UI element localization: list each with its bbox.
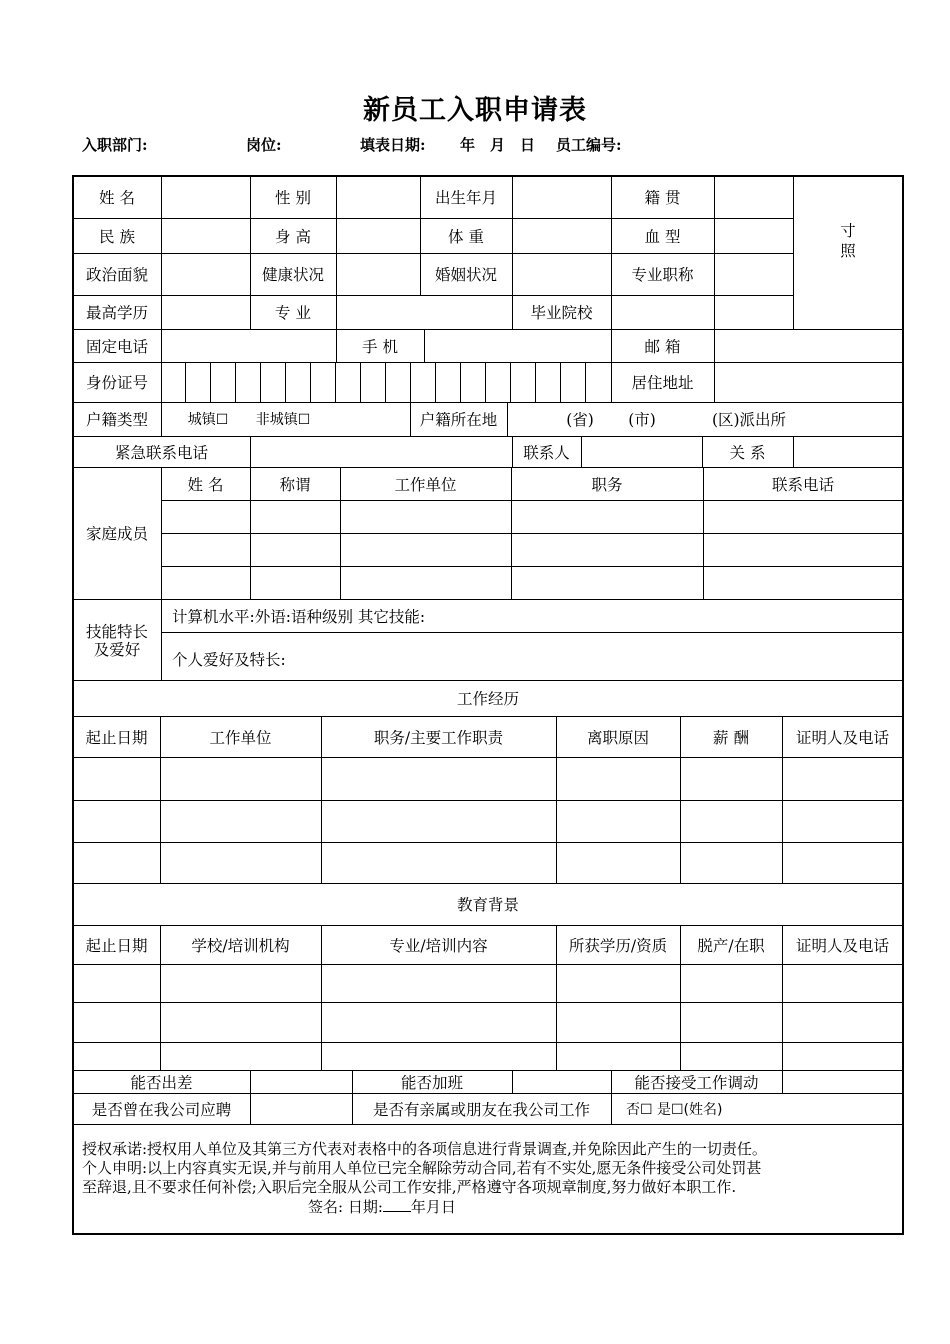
marital-label: 婚姻状况 [434, 266, 497, 284]
work-col-period: 起止日期 [85, 728, 148, 747]
month-label: 月 [490, 136, 506, 154]
hukou-location-label: 户籍所在地 [419, 411, 498, 429]
email-label: 邮 箱 [644, 337, 681, 356]
relation-label: 关 系 [729, 443, 766, 462]
work-col-duties: 职务/主要工作职责 [373, 728, 504, 747]
fill-date-label: 填表日期: [360, 136, 426, 154]
address-label: 居住地址 [631, 374, 694, 392]
signature-row [82, 1197, 897, 1217]
relatives-answer-checkboxes[interactable]: 否☐ 是☐(姓名) [626, 1101, 723, 1118]
declaration-line-1: 授权承诺:授权用人单位及其第三方代表对表格中的各项信息进行背景调查,并免除因此产生的一切责任。 [82, 1140, 767, 1158]
edu-col-study-mode: 脱产/在职 [697, 936, 765, 955]
edu-col-content: 专业/培训内容 [389, 936, 488, 955]
form-title: 新员工入职申请表 [363, 95, 587, 126]
contact-person-label: 联系人 [523, 443, 570, 462]
signature-date-blank[interactable] [383, 1197, 411, 1212]
work-col-reference: 证明人及电话 [795, 728, 889, 747]
edu-col-degree: 所获学历/资质 [568, 936, 668, 955]
family-col-employer: 工作单位 [394, 475, 457, 494]
weight-label: 体 重 [448, 227, 484, 246]
family-col-relation: 称谓 [279, 475, 311, 494]
family-label: 家庭成员 [85, 525, 148, 543]
skills-label-2: 及爱好 [93, 641, 141, 659]
day-label: 日 [520, 136, 536, 154]
city-label: (市) [628, 411, 656, 429]
edu-col-period: 起止日期 [85, 936, 148, 955]
edu-col-school: 学校/培训机构 [191, 936, 290, 955]
district-label: (区)派出所 [711, 411, 787, 429]
education-title: 教育背景 [456, 896, 519, 914]
province-label: (省) [566, 411, 594, 429]
urban-checkbox[interactable]: 城镇☐ [187, 412, 229, 428]
family-col-phone: 联系电话 [771, 475, 834, 494]
school-label: 毕业院校 [530, 304, 593, 322]
id-card-label: 身份证号 [85, 374, 148, 392]
declaration-line-3: 至辞退,且不要求任何补偿;入职后完全服从公司工作安排,严格遵守各项规章制度,努力做好本职工作. [82, 1178, 737, 1196]
transfer-label: 能否接受工作调动 [634, 1073, 759, 1092]
name-label: 姓 名 [99, 189, 135, 207]
declaration-line-2: 个人申明:以上内容真实无误,并与前用人单位已完全解除劳动合同,若有不实处,愿无条件接受公司处罚甚 [82, 1159, 762, 1177]
blood-type-label: 血 型 [644, 227, 681, 246]
ethnic-label: 民 族 [99, 227, 135, 246]
work-col-employer: 工作单位 [209, 728, 272, 747]
political-status-label: 政治面貌 [85, 266, 148, 284]
skills-label-1: 技能特长 [85, 623, 148, 641]
education-label: 最高学历 [85, 304, 148, 322]
signature-date-text: 年月日 [410, 1198, 456, 1216]
travel-label: 能否出差 [130, 1073, 193, 1092]
overtime-label: 能否加班 [400, 1073, 463, 1092]
skills-computer-language: 计算机水平:外语:语种级别 其它技能: [172, 607, 426, 626]
family-col-position: 职务 [591, 475, 623, 494]
phone-label: 固定电话 [85, 337, 148, 356]
health-label: 健康状况 [261, 266, 324, 284]
post-label: 岗位: [246, 136, 282, 154]
photo-label-1: 寸 [840, 222, 856, 240]
dept-label: 入职部门: [82, 136, 148, 154]
rural-checkbox[interactable]: 非城镇☐ [255, 412, 311, 428]
professional-title-label: 专业职称 [631, 266, 694, 284]
employee-number-label: 员工编号: [556, 136, 622, 154]
family-col-name: 姓 名 [187, 475, 224, 494]
native-place-label: 籍 贯 [644, 189, 681, 207]
gender-label: 性 别 [275, 189, 311, 207]
height-label: 身 高 [275, 227, 311, 246]
hukou-type-label: 户籍类型 [85, 411, 148, 429]
applied-before-label: 是否曾在我公司应聘 [91, 1100, 232, 1119]
edu-col-reference: 证明人及电话 [795, 936, 889, 955]
work-history-title: 工作经历 [456, 690, 519, 708]
declaration [82, 1140, 897, 1217]
photo-label-2: 照 [840, 242, 856, 260]
skills-hobbies: 个人爱好及特长: [172, 651, 286, 669]
emergency-phone-label: 紧急联系电话 [114, 443, 208, 462]
birth-date-label: 出生年月 [434, 189, 497, 207]
relatives-label: 是否有亲属或朋友在我公司工作 [372, 1100, 590, 1119]
signature-label: 签名: 日期: [308, 1198, 383, 1216]
major-label: 专 业 [275, 304, 311, 322]
mobile-label: 手 机 [362, 337, 398, 356]
work-col-leave-reason: 离职原因 [586, 728, 649, 747]
work-col-salary: 薪 酬 [713, 728, 749, 747]
year-label: 年 [460, 136, 476, 154]
